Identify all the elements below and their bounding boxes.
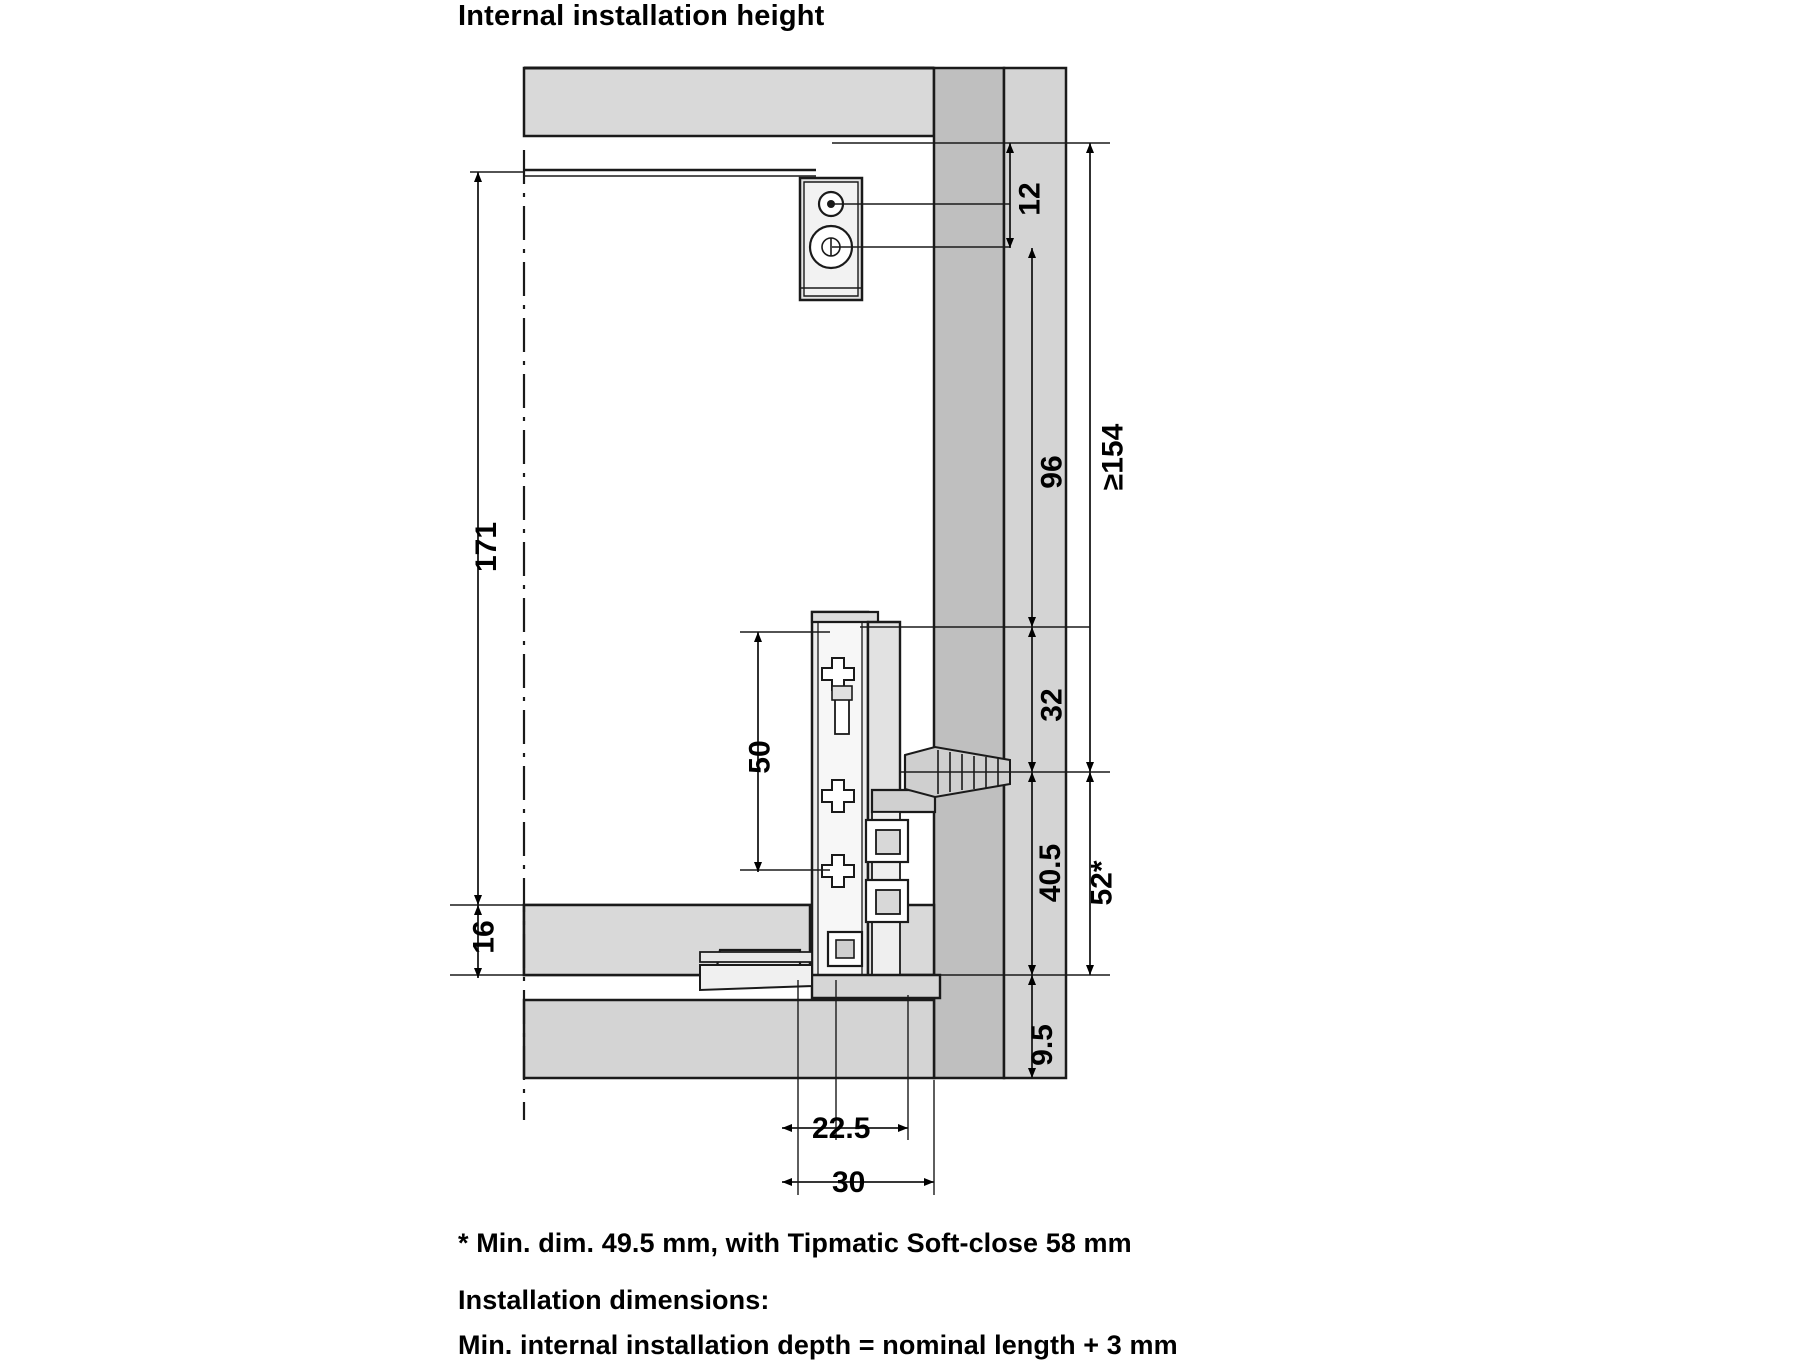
dim-label-154: ≥154 bbox=[1096, 423, 1130, 491]
dim-label-96: 96 bbox=[1035, 455, 1069, 489]
installation-heading: Installation dimensions: bbox=[458, 1285, 770, 1315]
dim-label-32: 32 bbox=[1035, 688, 1069, 722]
cabinet-side-panel bbox=[934, 68, 1066, 1078]
page-title: Internal installation height bbox=[458, 0, 825, 32]
footnote-star: * Min. dim. 49.5 mm, with Tipmatic Soft-close 58 mm bbox=[458, 1228, 1132, 1258]
upper-fixing-bracket bbox=[800, 178, 862, 300]
dim-label-52: 52* bbox=[1085, 860, 1119, 906]
dim-label-40-5: 40.5 bbox=[1034, 843, 1068, 903]
installation-depth-note: Min. internal installation depth = nominal length + 3 mm bbox=[458, 1330, 1178, 1360]
dim-label-171: 171 bbox=[470, 521, 504, 573]
dim-label-50: 50 bbox=[743, 740, 777, 774]
dim-label-30: 30 bbox=[832, 1166, 866, 1199]
cabinet-top-panel bbox=[524, 68, 934, 136]
dim-label-16: 16 bbox=[467, 920, 501, 954]
cabinet-bottom-panel-2 bbox=[524, 1000, 934, 1078]
dim-label-9-5: 9.5 bbox=[1025, 1024, 1059, 1066]
dim-label-22-5: 22.5 bbox=[812, 1112, 871, 1145]
dim-label-12: 12 bbox=[1013, 182, 1047, 216]
